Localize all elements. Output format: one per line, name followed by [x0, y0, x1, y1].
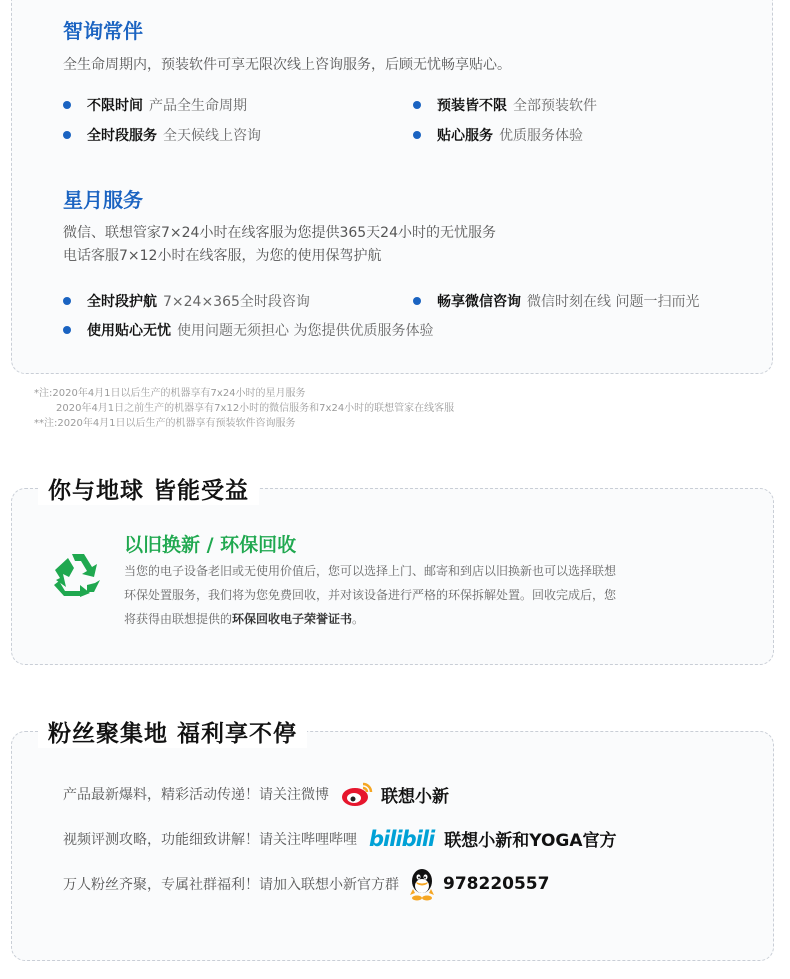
- fan-row-text: 万人粉丝齐聚，专属社群福利！请加入联想小新官方群: [63, 877, 399, 893]
- zhixun-bullet: [413, 125, 583, 145]
- bullet-dot: [63, 326, 71, 334]
- xingyue-desc-2: 电话客服7×12小时在线客服，为您的使用保驾护航: [63, 248, 382, 264]
- bilibili-logo[interactable]: bilibili: [369, 826, 435, 851]
- bullet-dot: [413, 101, 421, 109]
- fans-heading: 粉丝聚集地 福利享不停: [38, 715, 307, 748]
- bullet-dot: [63, 131, 71, 139]
- xingyue-bullet: [63, 291, 310, 311]
- recycle-line-text: 。: [352, 612, 365, 626]
- fan-row-bilibili: [63, 826, 617, 851]
- bullet-key: 全时段护航: [87, 294, 157, 310]
- bilibili-account-name[interactable]: 联想小新和YOGA官方: [444, 831, 617, 851]
- xingyue-desc-1: 微信、联想管家7×24小时在线客服为您提供365天24小时的无忧服务: [63, 225, 496, 241]
- footnote: *注:2020年4月1日以后生产的机器享有7x24小时的星月服务: [34, 388, 306, 399]
- bullet-key: 不限时间: [87, 98, 143, 114]
- fan-row-qq: [63, 867, 549, 901]
- weibo-icon[interactable]: [341, 781, 373, 807]
- bullet-key: 全时段服务: [87, 128, 157, 144]
- footnotes: [34, 386, 454, 431]
- footnote: 2020年4月1日之前生产的机器享有7x12小时的微信服务和7x24小时的联想管家在线客服: [56, 403, 455, 414]
- bullet-key: 预装皆不限: [437, 98, 507, 114]
- bullet-key: 贴心服务: [437, 128, 493, 144]
- weibo-account-name[interactable]: 联想小新: [381, 786, 449, 807]
- bullet-key: 使用贴心无忧: [87, 323, 171, 339]
- bullet-dot: [413, 297, 421, 305]
- bullet-value: 7×24×365全时段咨询: [163, 294, 310, 310]
- certificate-name: 环保回收电子荣誉证书: [232, 612, 353, 626]
- fan-row-text: 产品最新爆料，精彩活动传递！请关注微博: [63, 787, 329, 803]
- xingyue-bullet: [413, 291, 699, 311]
- bullet-value: 全天候线上咨询: [163, 128, 261, 144]
- xingyue-title: 星月服务: [63, 188, 143, 212]
- footnote: **注:2020年4月1日以后生产的机器享有预装软件咨询服务: [34, 418, 296, 429]
- recycle-title: 以旧换新 / 环保回收: [124, 534, 297, 556]
- bullet-value: 微信时刻在线 问题一扫而光: [527, 294, 700, 310]
- recycle-icon: [52, 550, 104, 600]
- bullet-key: 畅享微信咨询: [437, 294, 521, 310]
- xingyue-bullet: [63, 320, 433, 340]
- bullet-dot: [63, 297, 71, 305]
- qq-group-number[interactable]: 978220557: [443, 874, 550, 894]
- zhixun-bullet: [63, 95, 247, 115]
- fan-row-text: 视频评测攻略，功能细致讲解！请关注哔哩哔哩: [63, 831, 357, 848]
- bullet-dot: [63, 101, 71, 109]
- bullet-value: 产品全生命周期: [149, 98, 247, 114]
- bullet-value: 使用问题无须担心 为您提供优质服务体验: [177, 323, 434, 339]
- bullet-value: 优质服务体验: [499, 128, 583, 144]
- recycle-line: 环保处置服务，我们将为您免费回收，并对该设备进行严格的环保拆解处置。回收完成后，您: [124, 588, 617, 602]
- recycle-line-text: 将获得由联想提供的: [124, 612, 233, 626]
- zhixun-title: 智询常伴: [63, 19, 143, 43]
- qq-icon[interactable]: [409, 867, 435, 901]
- recycle-text: [124, 559, 616, 631]
- bullet-dot: [413, 131, 421, 139]
- bullet-value: 全部预装软件: [513, 98, 597, 114]
- zhixun-bullet: [413, 95, 597, 115]
- zhixun-bullet: [63, 125, 261, 145]
- recycle-line: 当您的电子设备老旧或无使用价值后，您可以选择上门、邮寄和到店以旧换新也可以选择联想: [124, 564, 617, 578]
- recycle-line: [124, 607, 616, 631]
- fan-row-weibo: [63, 781, 449, 807]
- zhixun-desc: 全生命周期内，预装软件可享无限次线上咨询服务，后顾无忧畅享贴心。: [63, 57, 511, 73]
- earth-heading: 你与地球 皆能受益: [38, 472, 259, 505]
